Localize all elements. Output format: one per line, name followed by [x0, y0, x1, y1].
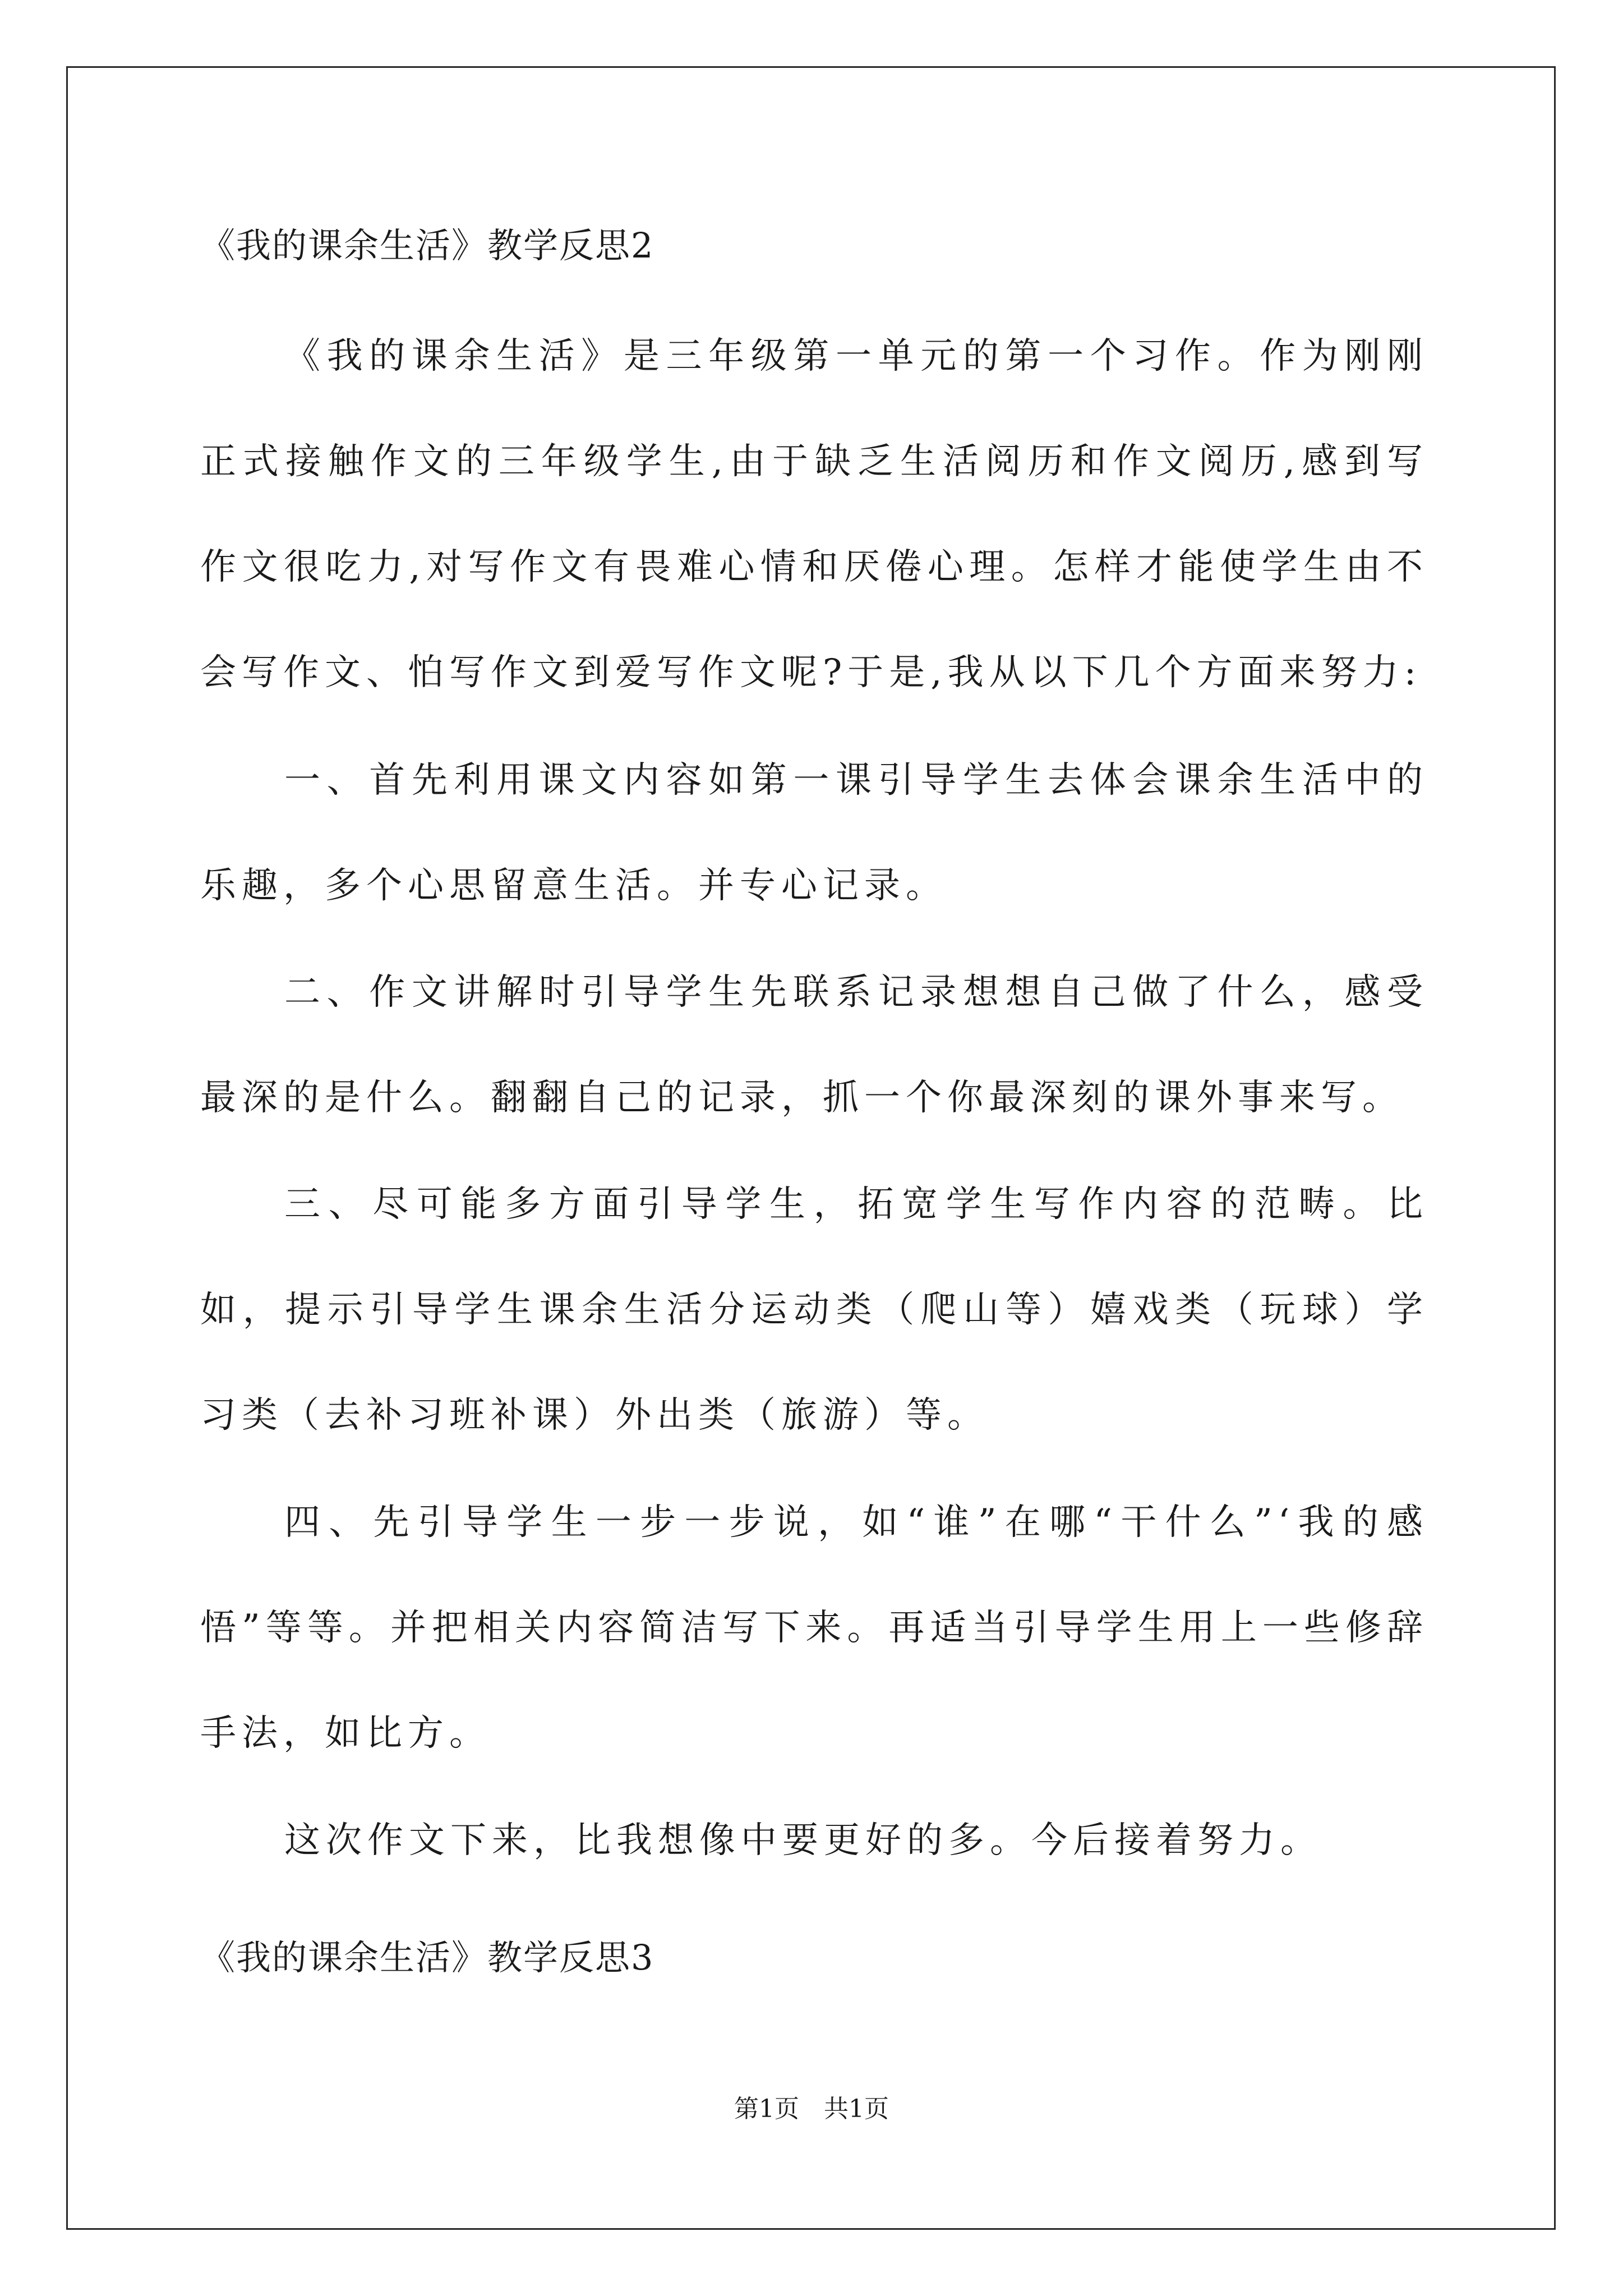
paragraph-point-3: 三、尽可能多方面引导学生，拓宽学生写作内容的范畴。比如，提示引导学生课余生活分运动类（爬山等）嬉戏类（玩球）学习类（去补习班补课）外出类（旅游）等。 [200, 1184, 1428, 1436]
section-heading-2: 《我的课余生活》教学反思2 [200, 225, 654, 266]
paragraph-point-2: 二、作文讲解时引导学生先联系记录想想自己做了什么，感受最深的是什么。翻翻自己的记录，抓一个你最深刻的课外事来写。 [200, 972, 1428, 1119]
page-number: 第1页 共1页 [734, 2095, 889, 2123]
paragraph-point-4: 四、先引导学生一步一步说，如“谁”在哪“干什么”‘我的感悟”等等。并把相关内容简洁写下来。再适当引导学生用上一些修辞手法，如比方。 [200, 1502, 1428, 1754]
paragraph-point-1: 一、首先利用课文内容如第一课引导学生去体会课余生活中的乐趣，多个心思留意生活。并专心记录。 [200, 760, 1428, 907]
paragraph-conclusion: 这次作文下来，比我想像中要更好的多。今后接着努力。 [284, 1820, 1322, 1861]
paragraph-intro: 《我的课余生活》是三年级第一单元的第一个习作。作为刚刚正式接触作文的三年级学生,由于缺乏生活阅历和作文阅历,感到写作文很吃力,对写作文有畏难心情和厌倦心理。怎样才能使学生由不会写作文、怕写作文到爱写作文呢?于是,我从以下几个方面来努力: [200, 335, 1428, 693]
section-heading-3: 《我的课余生活》教学反思3 [200, 1937, 654, 1978]
